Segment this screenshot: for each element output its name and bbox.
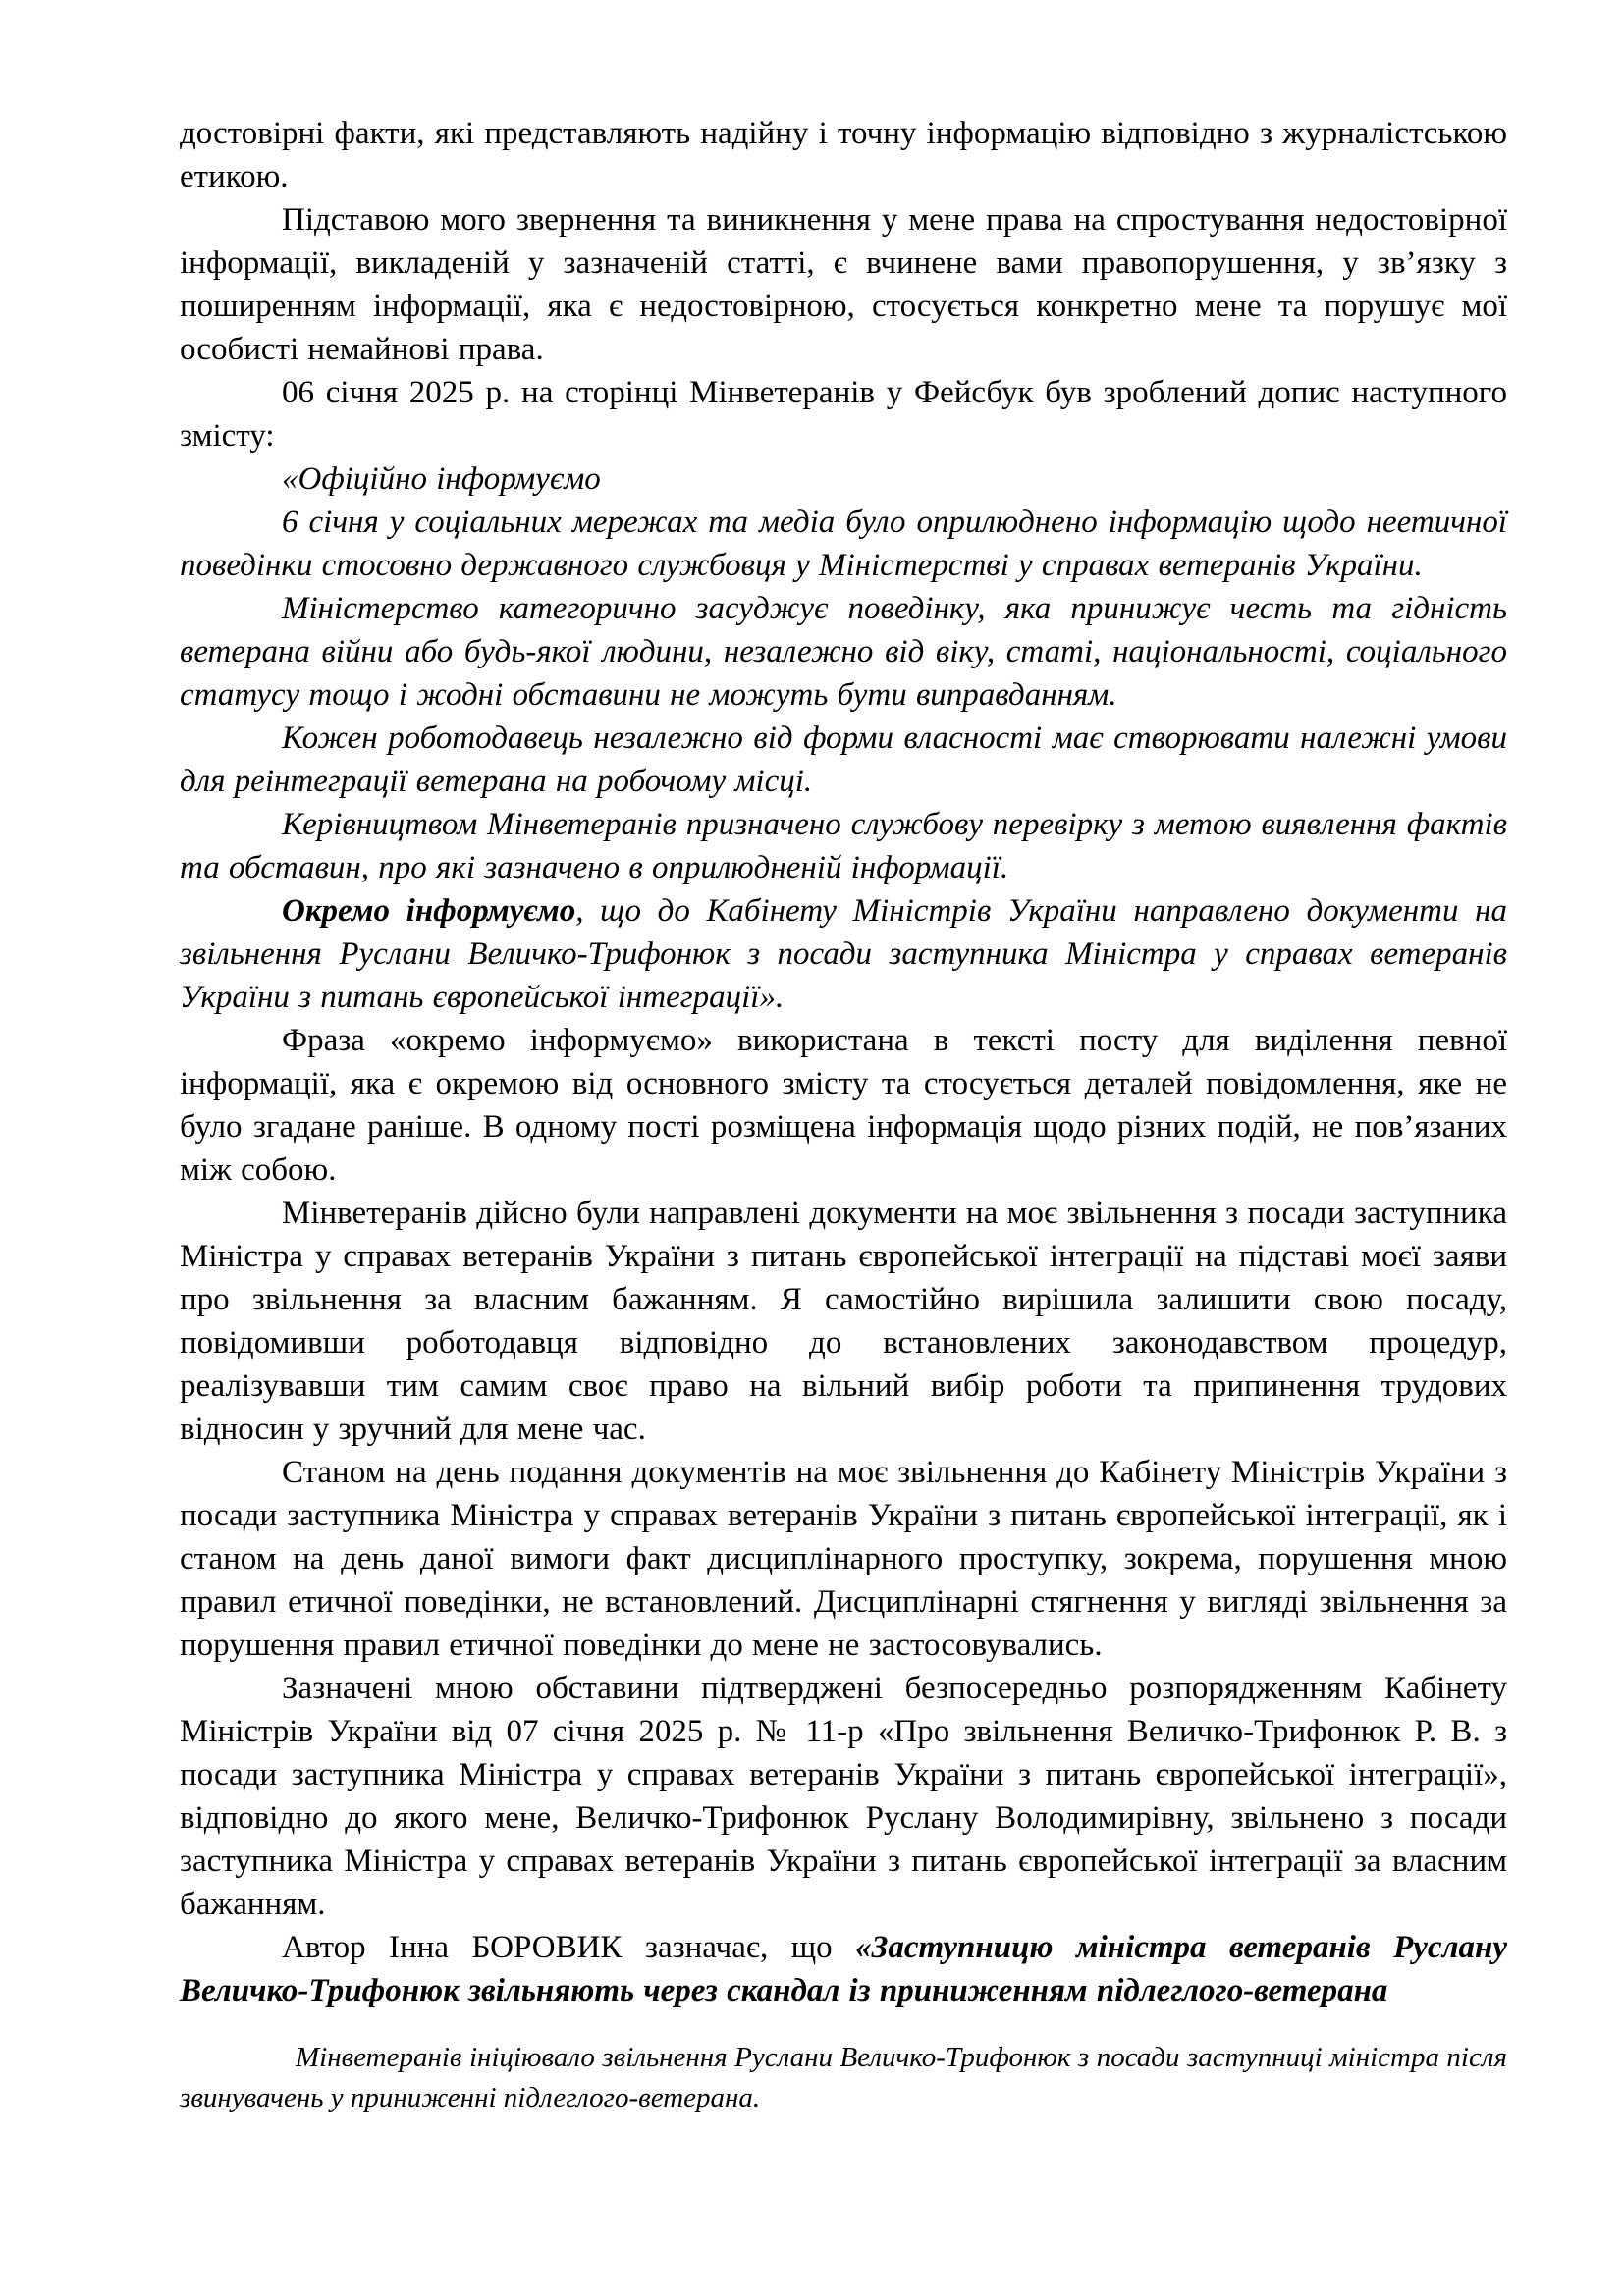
cited-headline: «Заступницю міністра ветеранів Руслану Величко-Трифонюк звільняють через скандал із приниженням підлеглого-ветерана xyxy=(180,1930,1507,2008)
paragraph-11: Мінветеранів дійсно були направлені документи на моє звільнення з посади заступника Міністра у справах ветеранів України з питань європейської інтеграції на підставі моєї заяви про звільнення за власним бажанням. Я самостійно вирішила залишити свою посаду, повідомивши роботодавця відповідно до встановлених законодавством процедур, реалізувавши тим самим своє право на вільний вибір роботи та припинення трудових відносин у зручний для мене час. xyxy=(180,1196,1507,1447)
bold-italic-lead: Окремо інформуємо xyxy=(282,893,576,929)
paragraph-15-cited-lead: Мінветеранів ініціювало звільнення Руслани Величко-Трифонюк з посади заступниці міністра після звинувачень у приниженні підлеглого-ветерана. xyxy=(180,2042,1507,2113)
paragraph-6-quote: Міністерство категорично засуджує поведінку, яка принижує честь та гідність ветерана війни або будь-якої людини, незалежно від віку, статі, національності, соціального статусу тощо і жодні обставини не можуть бути виправданням. xyxy=(180,591,1507,713)
paragraph-5-quote: 6 січня у соціальних мережах та медіа було оприлюднено інформацію щодо неетичної поведінки стосовно державного службовця у Міністерстві у справах ветеранів України. xyxy=(180,505,1507,583)
paragraph-9-quote xyxy=(180,889,1507,1019)
paragraph-12: Станом на день подання документів на моє звільнення до Кабінету Міністрів України з посади заступника Міністра у справах ветеранів України з питань європейської інтеграції, як і станом на день даної вимоги факт дисциплінарного проступку, зокрема, порушення мною правил етичної поведінки, не встановлений. Дисциплінарні стягнення у вигляді звільнення за порушення правил етичної поведінки до мене не застосовувались. xyxy=(180,1455,1507,1663)
author-attribution: Автор Інна БОРОВИК зазначає, що xyxy=(282,1930,856,1965)
quote-continuation: , що до Кабінету Міністрів України направлено документи на звільнення Руслани Величко-Трифонюк з посади заступника Міністра у справах ветеранів України з питань європейської інтеграції». xyxy=(180,893,1507,1015)
paragraph-1: достовірні факти, які представляють надійну і точну інформацію відповідно з журналістською етикою. xyxy=(180,116,1507,194)
paragraph-2: Підставою мого звернення та виникнення у мене права на спростування недостовірної інформації, викладеній у зазначеній статті, є вчинене вами правопорушення, у зв’язку з поширенням інформації, яка є недостовірною, стосується конкретно мене та порушує мої особисті немайнові права. xyxy=(180,202,1507,367)
paragraph-14 xyxy=(180,1926,1507,2012)
paragraph-4-quote-start: «Офіційно інформуємо xyxy=(282,461,601,497)
paragraph-13: Зазначені мною обставини підтверджені безпосередньо розпорядженням Кабінету Міністрів України від 07 січня 2025 р. № 11-р «Про звільнення Величко-Трифонюк Р. В. з посади заступника Міністра у справах ветеранів України з питань європейської інтеграції», відповідно до якого мене, Величко-Трифонюк Руслану Володимирівну, звільнено з посади заступника Міністра у справах ветеранів України з питань європейської інтеграції за власним бажанням. xyxy=(180,1671,1507,1922)
paragraph-7-quote: Кожен роботодавець незалежно від форми власності має створювати належні умови для реінтеграції ветерана на робочому місці. xyxy=(180,721,1507,799)
paragraph-10: Фраза «окремо інформуємо» використана в тексті посту для виділення певної інформації, яка є окремою від основного змісту та стосується деталей повідомлення, яке не було згадане раніше. В одному пості розміщена інформація щодо різних подій, не пов’язаних між собою. xyxy=(180,1023,1507,1188)
paragraph-8-quote: Керівництвом Мінветеранів призначено службову перевірку з метою виявлення фактів та обставин, про які зазначено в оприлюдненій інформації. xyxy=(180,807,1507,885)
paragraph-3: 06 січня 2025 р. на сторінці Мінветеранів у Фейсбук був зроблений допис наступного змісту: xyxy=(180,375,1507,454)
